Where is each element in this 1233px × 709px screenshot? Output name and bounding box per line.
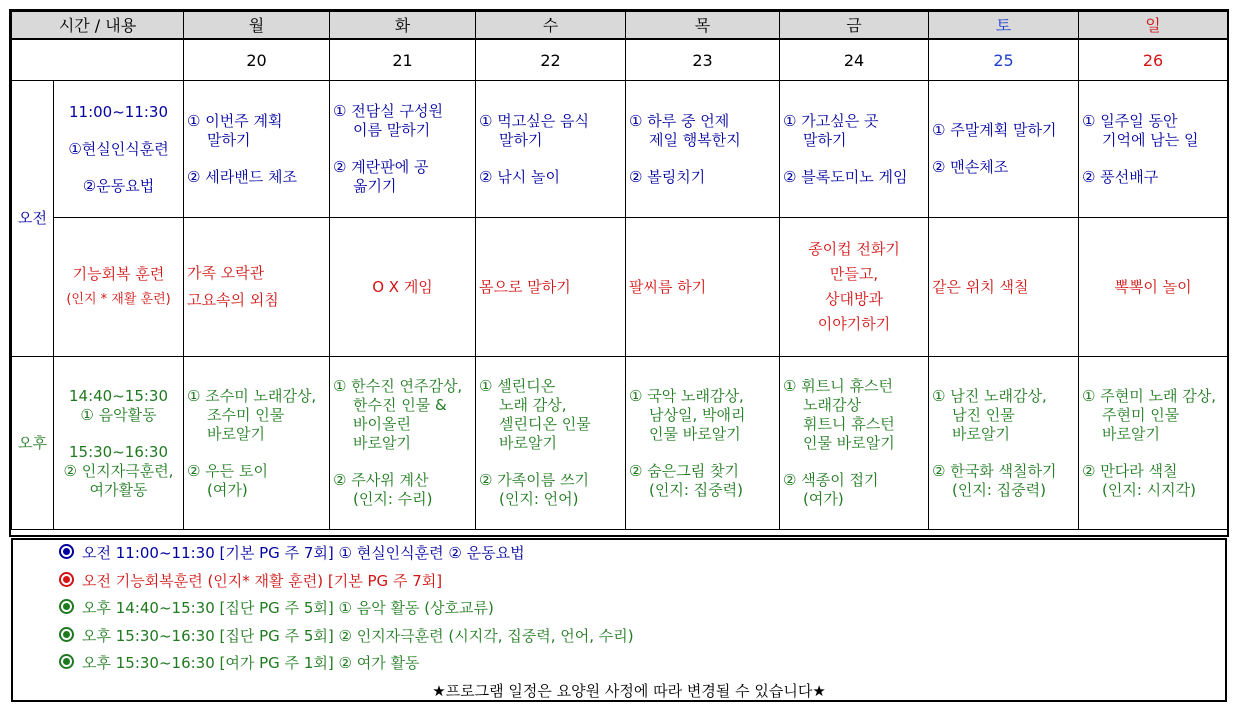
pm-thu-line3: 인물 바로알기	[649, 424, 741, 443]
am-prog1: ①현실인식훈련	[68, 139, 169, 158]
pm-tue-line1: ① 한수진 연주감상,	[333, 377, 463, 395]
date-thu: 23	[626, 39, 780, 81]
rehab-fri-line3: 상대방과	[825, 290, 883, 308]
rehab-row	[12, 218, 1228, 357]
am-mon-line2: 말하기	[207, 130, 251, 149]
am-cell-mon	[184, 81, 330, 218]
note-text: 오전 11:00~11:30 [기본 PG 주 7회] ① 현실인식훈련 ② 운동요법	[82, 544, 525, 562]
day-fri: 금	[780, 12, 929, 40]
bullet-icon	[59, 627, 74, 642]
note-line	[13, 595, 1225, 623]
rehab-mon-line2: 고요속의 외침	[187, 291, 279, 309]
am-sat-line1: ① 주말계획 말하기	[932, 121, 1057, 139]
am-tue-line3: ② 계란판에 공	[333, 158, 429, 176]
pm-row	[12, 357, 1228, 530]
rehab-cell-fri	[780, 218, 929, 357]
am-sun-line2: 기억에 남는 일	[1102, 130, 1199, 149]
date-sun: 26	[1079, 39, 1228, 81]
pm-mon-line3: 바로알기	[207, 424, 265, 443]
pm-wed-line6: (인지: 언어)	[499, 490, 579, 508]
date-row	[12, 39, 1228, 81]
pm-mon-line2: 조수미 인물	[207, 405, 285, 424]
note-text: 오후 14:40~15:30 [집단 PG 주 5회] ① 음악 활동 (상호교류)	[82, 599, 494, 617]
pm-sun-line4: ② 만다라 색칠	[1082, 461, 1178, 480]
pm-sat-line1: ① 남진 노래감상,	[932, 386, 1047, 405]
bullet-icon	[59, 654, 74, 669]
pm-tue-line3: 바이올린	[353, 415, 411, 433]
pm-cell-mon	[184, 357, 330, 530]
pm-fri-line5: ② 색종이 접기	[783, 471, 879, 489]
am-row	[12, 81, 1228, 218]
pm-thu-line4: ② 숨은그림 찾기	[629, 461, 739, 480]
rehab-subtitle: (인지 * 재활 훈련)	[66, 292, 171, 307]
pm-wed-line1: ① 셀린디온	[479, 377, 556, 395]
am-wed-line3: ② 낚시 놀이	[479, 167, 560, 186]
rehab-fri-line2: 만들고,	[829, 265, 879, 283]
day-mon: 월	[184, 12, 330, 40]
note-text: 오후 15:30~16:30 [집단 PG 주 5회] ② 인지자극훈련 (시지각, 집중력, 언어, 수리)	[82, 626, 634, 645]
note-line	[13, 623, 1225, 651]
am-tue-line2: 이름 말하기	[353, 121, 431, 139]
am-fri-line3: ② 블록도미노 게임	[783, 167, 908, 186]
am-sat-line2: ② 맨손체조	[932, 158, 1009, 176]
pm-fri-line4: 인물 바로알기	[803, 434, 895, 452]
pm-cell-thu	[626, 357, 780, 530]
am-mon-line1: ① 이번주 계획	[187, 111, 283, 130]
pm-sun-line5: (인지: 시지각)	[1102, 480, 1196, 499]
pm-time1: 14:40~15:30	[68, 386, 169, 405]
am-fri-line1: ① 가고싶은 곳	[783, 111, 879, 130]
am-label: 오전	[12, 81, 54, 357]
pm-thu-line5: (인지: 집중력)	[649, 480, 743, 499]
date-sat: 25	[929, 39, 1079, 81]
pm-thu-line1: ① 국악 노래감상,	[629, 386, 744, 405]
note-line	[13, 650, 1225, 678]
rehab-cell-sat: 같은 위치 색칠	[929, 218, 1079, 357]
pm-cell-tue	[330, 357, 476, 530]
rehab-mon-line1: 가족 오락관	[187, 264, 265, 282]
rehab-title: 기능회복 훈련	[72, 265, 165, 283]
pm-wed-line3: 셀린디온 인물	[499, 415, 591, 433]
pm-fri-line6: (여가)	[803, 490, 844, 508]
pm-cell-wed	[476, 357, 626, 530]
pm-cell-sun	[1079, 357, 1228, 530]
rehab-cell-tue: O X 게임	[330, 218, 476, 357]
pm-time-cell	[54, 357, 184, 530]
pm-wed-line4: 바로알기	[499, 434, 557, 452]
date-row-label	[12, 39, 184, 81]
note-line	[13, 540, 1225, 568]
am-time: 11:00~11:30	[68, 102, 169, 121]
date-mon: 20	[184, 39, 330, 81]
pm-sun-line1: ① 주현미 노래 감상,	[1082, 386, 1216, 405]
pm-sat-line5: (인지: 집중력)	[952, 480, 1046, 499]
note-text: 오전 기능회복훈련 (인지* 재활 훈련) [기본 PG 주 7회]	[82, 571, 443, 590]
pm-wed-line2: 노래 감상,	[499, 396, 567, 414]
am-cell-wed	[476, 81, 626, 218]
pm-label: 오후	[12, 357, 54, 530]
rehab-cell-thu: 팔씨름 하기	[626, 218, 780, 357]
am-cell-sun	[1079, 81, 1228, 218]
am-tue-line1: ① 전담실 구성원	[333, 102, 443, 120]
rehab-fri-line1: 종이컵 전화기	[808, 240, 900, 258]
day-thu: 목	[626, 12, 780, 40]
pm-prog2a: ② 인지자극훈련,	[63, 461, 174, 480]
time-content-header: 시간 / 내용	[12, 12, 184, 40]
pm-sat-line4: ② 한국화 색칠하기	[932, 461, 1057, 480]
pm-tue-line2: 한수진 인물 &	[353, 396, 447, 414]
rehab-cell-sun: 뽁뽁이 놀이	[1079, 218, 1228, 357]
am-cell-fri	[780, 81, 929, 218]
rehab-cell-wed: 몸으로 말하기	[476, 218, 626, 357]
date-wed: 22	[476, 39, 626, 81]
pm-time2: 15:30~16:30	[68, 442, 169, 461]
note-line	[13, 568, 1225, 596]
bullet-icon	[59, 599, 74, 614]
pm-cell-sat	[929, 357, 1079, 530]
day-sat: 토	[929, 12, 1079, 40]
pm-tue-line6: (인지: 수리)	[353, 490, 433, 508]
pm-sun-line2: 주현미 인물	[1102, 405, 1180, 424]
am-tue-line4: 옮기기	[353, 177, 397, 195]
pm-mon-line4: ② 우든 토이	[187, 461, 268, 480]
bullet-icon	[59, 572, 74, 587]
am-fri-line2: 말하기	[803, 130, 847, 149]
pm-tue-line4: 바로알기	[353, 434, 411, 452]
am-sun-line3: ② 풍선배구	[1082, 167, 1159, 186]
day-sun: 일	[1079, 12, 1228, 40]
pm-prog2b: 여가활동	[89, 480, 148, 499]
am-time-cell	[54, 81, 184, 218]
pm-fri-line1: ① 휘트니 휴스턴	[783, 377, 893, 395]
footer-notice: ★프로그램 일정은 요양원 사정에 따라 변경될 수 있습니다★	[432, 681, 826, 700]
date-fri: 24	[780, 39, 929, 81]
am-cell-tue	[330, 81, 476, 218]
pm-fri-line3: 휘트니 휴스턴	[803, 415, 895, 433]
am-prog2: ②운동요법	[82, 176, 155, 195]
am-sun-line1: ① 일주일 동안	[1082, 111, 1178, 130]
pm-thu-line2: 남상일, 박애리	[649, 405, 746, 424]
header-row	[12, 12, 1228, 40]
notes-box	[11, 538, 1227, 702]
weekly-schedule-table	[11, 11, 1228, 530]
am-thu-line2: 제일 행복한지	[649, 130, 741, 149]
am-wed-line1: ① 먹고싶은 음식	[479, 111, 589, 130]
rehab-fri-line4: 이야기하기	[817, 315, 891, 333]
am-cell-thu	[626, 81, 780, 218]
am-cell-sat	[929, 81, 1079, 218]
day-wed: 수	[476, 12, 626, 40]
pm-mon-line1: ① 조수미 노래감상,	[187, 386, 317, 405]
pm-prog1: ① 음악활동	[80, 405, 157, 424]
pm-sat-line3: 바로알기	[952, 424, 1010, 443]
am-thu-line3: ② 볼링치기	[629, 167, 706, 186]
am-wed-line2: 말하기	[499, 130, 543, 149]
pm-sat-line2: 남진 인물	[952, 405, 1015, 424]
pm-mon-line5: (여가)	[207, 480, 248, 499]
pm-sun-line3: 바로알기	[1102, 424, 1160, 443]
day-tue: 화	[330, 12, 476, 40]
note-text: 오후 15:30~16:30 [여가 PG 주 1회] ② 여가 활동	[82, 654, 420, 672]
pm-cell-fri	[780, 357, 929, 530]
am-thu-line1: ① 하루 중 언제	[629, 111, 730, 130]
pm-wed-line5: ② 가족이름 쓰기	[479, 471, 589, 489]
bullet-icon	[59, 544, 74, 559]
am-mon-line3: ② 세라밴드 체조	[187, 167, 297, 186]
rehab-label-cell	[54, 218, 184, 357]
pm-tue-line5: ② 주사위 계산	[333, 471, 429, 489]
rehab-cell-mon	[184, 218, 330, 357]
pm-fri-line2: 노래감상	[803, 396, 861, 414]
date-tue: 21	[330, 39, 476, 81]
